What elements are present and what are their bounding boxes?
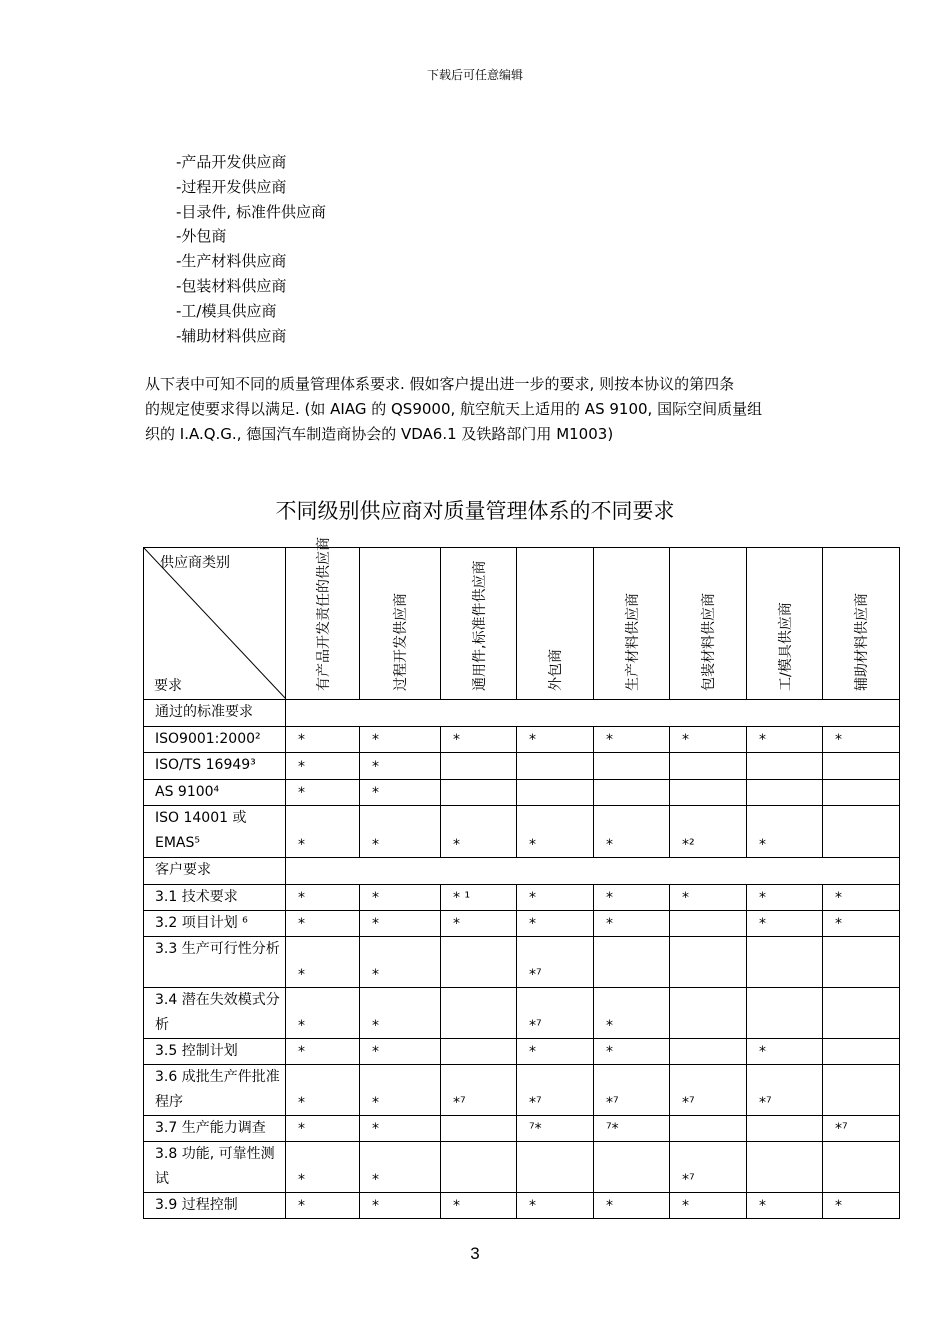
section-label: 通过的标准要求 (144, 700, 286, 727)
requirement-mark (823, 806, 900, 858)
requirement-mark: *⁷ (594, 1065, 670, 1116)
requirement-mark: * (823, 1193, 900, 1219)
requirement-mark: * (360, 727, 441, 753)
column-header-label: 过程开发供应商 (393, 593, 409, 691)
section-spacer (286, 700, 900, 727)
table-row (144, 753, 900, 780)
table-row (144, 727, 900, 753)
list-item: -生产材料供应商 (176, 252, 287, 271)
requirement-mark: *⁷ (747, 1065, 823, 1116)
table-row (144, 806, 900, 858)
requirement-mark: ⁷* (517, 1116, 594, 1142)
row-label: 3.9 过程控制 (144, 1193, 286, 1219)
requirement-mark (441, 753, 517, 780)
row-label: ISO 14001 或 EMAS⁵ (144, 806, 286, 858)
requirement-mark (517, 753, 594, 780)
requirement-mark (747, 1142, 823, 1193)
requirement-mark (670, 753, 747, 780)
corner-bottom-label: 要求 (154, 678, 182, 694)
column-header-label: 生产材料供应商 (624, 593, 641, 691)
requirement-mark: ⁷* (594, 1116, 670, 1142)
row-label: 3.1 技术要求 (144, 885, 286, 911)
table-row (144, 1039, 900, 1065)
requirement-mark (441, 937, 517, 988)
requirement-mark (747, 753, 823, 780)
requirement-mark: * (286, 806, 360, 858)
requirement-mark (441, 1142, 517, 1193)
table-header-row (144, 548, 900, 700)
requirement-mark (670, 988, 747, 1039)
column-header (823, 548, 900, 700)
requirement-mark: * (286, 1065, 360, 1116)
requirement-mark: * (670, 727, 747, 753)
page-number: 3 (470, 1244, 480, 1263)
requirement-mark: * (286, 911, 360, 937)
column-header (594, 548, 670, 700)
column-header-label: 包装材料供应商 (701, 593, 717, 691)
row-label: 3.4 潜在失效模式分析 (144, 988, 286, 1039)
requirements-table (143, 537, 900, 1219)
table-row (144, 885, 900, 911)
requirement-mark: * (747, 806, 823, 858)
requirement-mark: * (286, 1142, 360, 1193)
requirement-mark (670, 937, 747, 988)
table-row (144, 988, 900, 1039)
row-label: 3.8 功能, 可靠性测试 (144, 1142, 286, 1193)
requirement-mark: * (360, 911, 441, 937)
table-title: 不同级别供应商对质量管理体系的不同要求 (275, 499, 675, 523)
column-header (360, 548, 441, 700)
section-spacer (286, 858, 900, 885)
requirement-mark (594, 753, 670, 780)
requirement-mark: * (517, 727, 594, 753)
requirement-mark: * (517, 911, 594, 937)
row-label: 3.2 项目计划 ⁶ (144, 911, 286, 937)
requirement-mark: * (360, 1193, 441, 1219)
requirement-mark (670, 1116, 747, 1142)
requirement-mark: * (670, 885, 747, 911)
requirement-mark (747, 988, 823, 1039)
table-row (144, 1116, 900, 1142)
requirement-mark: * (360, 1142, 441, 1193)
requirement-mark: * (747, 1039, 823, 1065)
list-item: -外包商 (176, 227, 227, 246)
paragraph-line: 的规定使要求得以满足. (如 AIAG 的 QS9000, 航空航天上适用的 AS 9100, 国际空间质量组 (145, 400, 763, 418)
requirement-mark: * (286, 753, 360, 780)
requirement-mark: * (517, 806, 594, 858)
requirement-mark: * (286, 1193, 360, 1219)
requirement-mark: * (517, 1193, 594, 1219)
requirement-mark: * (594, 806, 670, 858)
column-header-label: 有产品开发责任的供应商 (315, 537, 332, 691)
body-paragraph (145, 372, 825, 447)
table-row (144, 1193, 900, 1219)
page-header: 下载后可任意编辑 (426, 68, 523, 82)
requirement-mark (594, 937, 670, 988)
requirement-mark: * (594, 911, 670, 937)
column-header (517, 548, 594, 700)
list-item: -辅助材料供应商 (176, 326, 287, 345)
requirement-mark: * (286, 1116, 360, 1142)
column-header-label: 通用件,标准件供应商 (471, 560, 488, 691)
requirement-mark: * (441, 806, 517, 858)
requirement-mark: * (594, 885, 670, 911)
requirement-mark (823, 1039, 900, 1065)
requirement-mark: *² (670, 806, 747, 858)
requirement-mark: * (360, 753, 441, 780)
list-item: -产品开发供应商 (176, 153, 287, 171)
requirement-mark (517, 1142, 594, 1193)
corner-cell (144, 548, 286, 700)
requirement-mark: * (594, 988, 670, 1039)
requirement-mark: * ¹ (441, 885, 517, 911)
table-row (144, 1142, 900, 1193)
requirement-mark: *⁷ (517, 1065, 594, 1116)
requirement-mark: * (286, 780, 360, 806)
requirement-mark: *⁷ (517, 937, 594, 988)
row-label: 3.3 生产可行性分析 (144, 937, 286, 988)
paragraph-line: 织的 I.A.Q.G., 德国汽车制造商协会的 VDA6.1 及铁路部门用 M1003) (145, 425, 614, 443)
row-label: ISO/TS 16949³ (144, 753, 286, 780)
requirement-mark (823, 937, 900, 988)
section-row (144, 700, 900, 727)
column-header (286, 537, 360, 700)
requirement-mark (747, 937, 823, 988)
requirement-mark (823, 1065, 900, 1116)
requirement-mark (517, 780, 594, 806)
table-row (144, 1065, 900, 1116)
requirement-mark: * (441, 1193, 517, 1219)
requirement-mark (441, 988, 517, 1039)
requirement-mark: * (360, 937, 441, 988)
column-header-label: 辅助材料供应商 (854, 593, 870, 691)
requirement-mark: * (747, 911, 823, 937)
requirement-mark (594, 780, 670, 806)
requirement-mark (823, 988, 900, 1039)
requirement-mark: * (594, 1193, 670, 1219)
requirement-mark: * (360, 780, 441, 806)
requirement-mark (670, 1039, 747, 1065)
list-item: -包装材料供应商 (176, 276, 287, 295)
column-header (747, 548, 823, 700)
requirement-mark: * (286, 988, 360, 1039)
requirement-mark: * (823, 727, 900, 753)
requirement-mark (670, 780, 747, 806)
requirement-mark: * (360, 988, 441, 1039)
requirement-mark (594, 1142, 670, 1193)
requirement-mark: * (594, 727, 670, 753)
column-header (441, 548, 517, 700)
requirement-mark: * (286, 885, 360, 911)
requirement-mark: *⁷ (823, 1116, 900, 1142)
row-label: ISO9001:2000² (144, 727, 286, 753)
requirement-mark: * (823, 885, 900, 911)
requirement-mark: * (441, 727, 517, 753)
requirement-mark: * (286, 937, 360, 988)
table-row (144, 911, 900, 937)
requirement-mark (823, 780, 900, 806)
corner-top-label: 供应商类别 (160, 555, 230, 571)
requirement-mark (441, 1039, 517, 1065)
section-row (144, 858, 900, 885)
requirement-mark (823, 1142, 900, 1193)
requirement-mark (441, 1116, 517, 1142)
requirement-mark: * (286, 1039, 360, 1065)
requirement-mark: * (517, 885, 594, 911)
requirement-mark (441, 780, 517, 806)
requirement-mark: *⁷ (441, 1065, 517, 1116)
table-row (144, 780, 900, 806)
requirement-mark: * (286, 727, 360, 753)
section-label: 客户要求 (144, 858, 286, 885)
list-item: -工/模具供应商 (176, 301, 277, 320)
requirement-mark: * (441, 911, 517, 937)
requirement-mark: * (360, 806, 441, 858)
column-header (670, 548, 747, 700)
requirement-mark: * (747, 885, 823, 911)
requirement-mark: *⁷ (517, 988, 594, 1039)
supplier-type-list (176, 150, 326, 348)
list-item: -目录件, 标准件供应商 (176, 202, 326, 221)
paragraph-line: 从下表中可知不同的质量管理体系要求. 假如客户提出进一步的要求, 则按本协议的第四条 (145, 375, 735, 393)
list-item: -过程开发供应商 (176, 177, 287, 196)
requirement-mark: *⁷ (670, 1142, 747, 1193)
requirement-mark (747, 1116, 823, 1142)
requirement-mark: * (594, 1039, 670, 1065)
requirement-mark: *⁷ (670, 1065, 747, 1116)
requirement-mark (670, 911, 747, 937)
row-label: 3.7 生产能力调查 (144, 1116, 286, 1142)
requirement-mark: * (360, 885, 441, 911)
row-label: AS 9100⁴ (144, 780, 286, 806)
row-label: 3.6 成批生产件批准程序 (144, 1065, 286, 1116)
table-row (144, 937, 900, 988)
requirement-mark: * (360, 1039, 441, 1065)
requirement-mark: * (747, 1193, 823, 1219)
requirement-mark (747, 780, 823, 806)
requirement-mark: * (747, 727, 823, 753)
row-label: 3.5 控制计划 (144, 1039, 286, 1065)
requirement-mark: * (517, 1039, 594, 1065)
column-header-label: 外包商 (548, 649, 564, 691)
column-header-label: 工/模具供应商 (777, 602, 794, 691)
requirement-mark: * (360, 1116, 441, 1142)
requirement-mark: * (823, 911, 900, 937)
requirement-mark: * (360, 1065, 441, 1116)
requirement-mark (823, 753, 900, 780)
requirement-mark: * (670, 1193, 747, 1219)
